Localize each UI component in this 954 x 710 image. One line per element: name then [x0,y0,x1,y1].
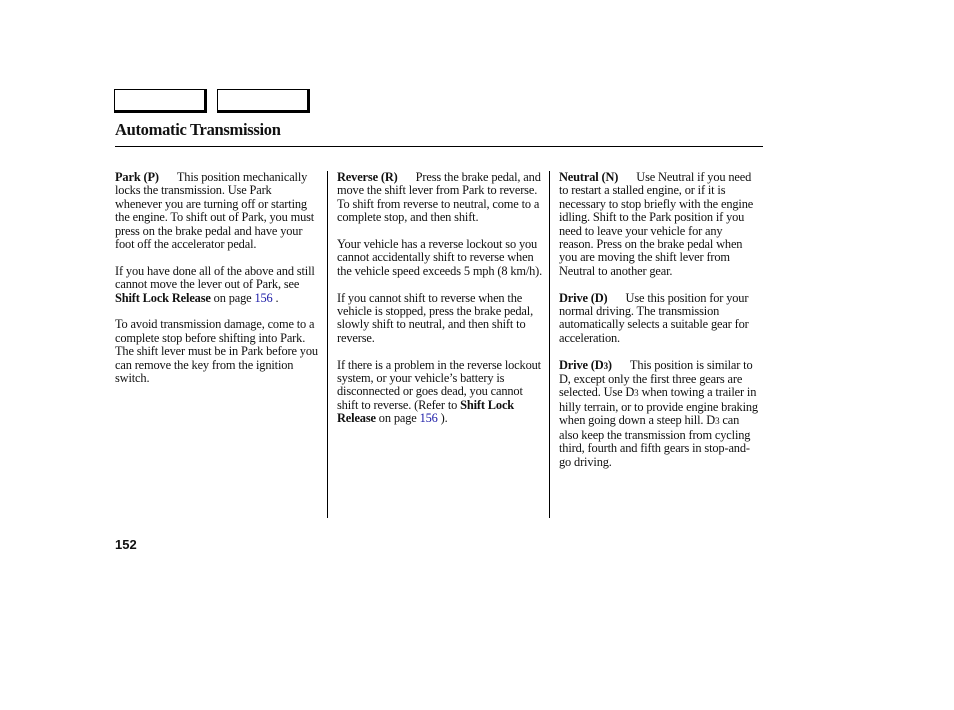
column-park [115,171,321,399]
heading-drive-d3-text: Drive (D [559,357,604,372]
paragraph-drive [559,292,759,346]
heading-drive: Drive (D) [559,290,608,305]
heading-drive-d3-sub: 3 [603,360,608,371]
nav-button-next[interactable] [217,89,310,113]
text-avoid-damage: To avoid transmission damage, come to a complete stop before shifting into Park. The shift lever must be in Park before you can remove the key from the ignition switch. [115,317,318,386]
text-drive-d3-a: This position is similar to D, except only the first three gears are selected. Use D [559,357,753,400]
heading-drive-d3-close: ) [607,357,612,372]
text-neutral: Use Neutral if you need to restart a stalled engine, or if it is necessary to stop briefly with the engine idling. Shift to the Park position if you need to leave your vehicle for any reason. Press on the brake pedal when you are moving the shift lever from Neutral to another gear. [559,170,754,278]
nav-button-previous[interactable] [114,89,207,113]
page-number: 152 [115,537,137,552]
heading-neutral: Neutral (N) [559,170,619,184]
column-neutral-drive [559,171,759,482]
paragraph-reverse [337,171,543,225]
text-shift-lock-intro: If you have done all of the above and still cannot move the lever out of Park, see [115,263,315,292]
shift-lock-release-label: Shift Lock Release [337,397,515,426]
paragraph-neutral [559,171,759,278]
d3-subscript: 3 [634,388,639,399]
page-link-156[interactable]: 156 [254,290,273,305]
paragraph-cannot-shift [337,292,543,346]
text-period: . [272,290,279,305]
column-reverse [337,171,543,439]
text-on-page: on page [375,411,420,426]
column-divider [327,171,328,518]
heading-drive-d3 [559,358,612,372]
text-cannot-shift: If you cannot shift to reverse when the vehicle is stopped, press the brake pedal, slowly shift to neutral, and then shift to reverse. [337,290,534,345]
text-lockout-problem: If there is a problem in the reverse lockout system, or your vehicle’s battery is disconnected or goes dead, you cannot shift to reverse. (Refer to [337,357,541,412]
paragraph-reverse-lockout [337,238,543,278]
shift-lock-release-label: Shift Lock Release [115,290,211,305]
text-reverse-lockout: Your vehicle has a reverse lockout so you cannot accidentally shift to reverse when the vehicle speed exceeds 5 mph (8 km/h). [337,237,543,278]
paragraph-lockout-problem [337,359,543,426]
text-on-page: on page [210,290,255,305]
heading-reverse: Reverse (R) [337,170,398,184]
text-close-paren: ). [437,411,448,426]
paragraph-avoid-damage [115,318,321,385]
text-reverse: Press the brake pedal, and move the shift lever from Park to reverse. To shift from reverse to neutral, come to a complete stop, and then shift. [337,170,541,225]
text-park: This position mechanically locks the transmission. Use Park whenever you are turning off or starting the engine. To shift out of Park, you must press on the brake pedal and have your foot off the accelerator pedal. [115,170,315,252]
text-drive: Use this position for your normal driving. The transmission automatically selects a suitable gear for acceleration. [559,290,749,345]
page-link-156[interactable]: 156 [419,411,438,426]
column-divider [549,171,550,518]
paragraph-shift-lock-ref [115,265,321,305]
text-drive-d3-b: when towing a trailer in hilly terrain, or to provide engine braking when going down a steep hill. D [559,385,758,428]
page-title: Automatic Transmission [115,120,281,139]
paragraph-park [115,171,321,251]
text-drive-d3-c: can also keep the transmission from cycling third, fourth and fifth gears in stop-and-go driving. [559,413,751,469]
paragraph-drive-d3 [559,359,759,469]
title-divider [115,146,763,147]
d3-subscript: 3 [715,416,720,427]
heading-park: Park (P) [115,170,159,184]
